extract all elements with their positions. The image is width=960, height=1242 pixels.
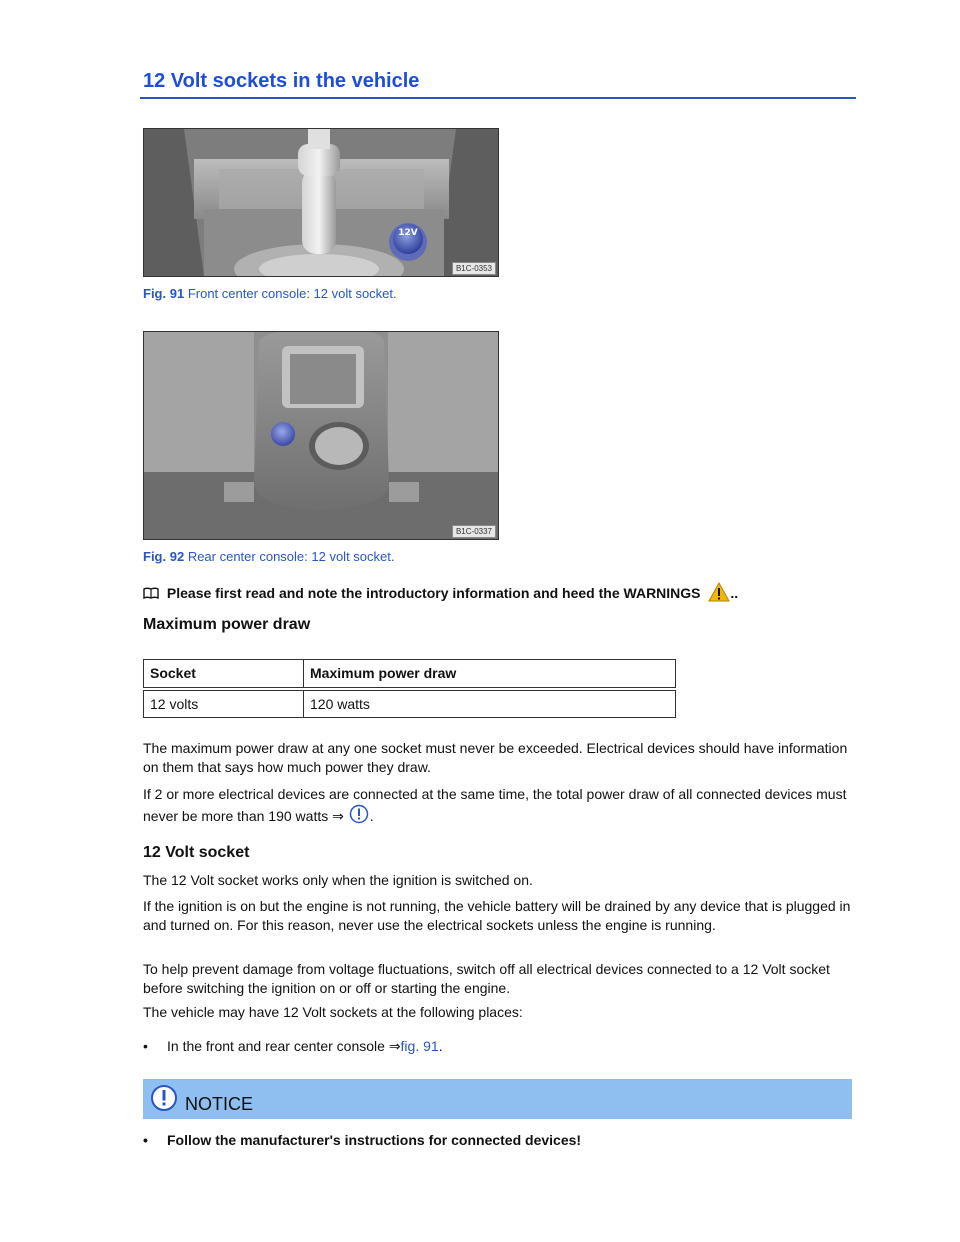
figure-label: Fig. 91	[143, 286, 185, 301]
table-header-row	[144, 660, 676, 689]
paragraph: The 12 Volt socket works only when the ignition is switched on.	[143, 872, 533, 888]
page-title: 12 Volt sockets in the vehicle	[143, 70, 420, 92]
bullet-dot: •	[143, 1132, 148, 1148]
list-item-text: In the front and rear center console	[167, 1038, 385, 1054]
figure-label: Fig. 92	[143, 549, 185, 564]
paragraph: The vehicle may have 12 Volt sockets at the following places:	[143, 1004, 523, 1020]
notice-exclamation-icon[interactable]	[349, 804, 369, 824]
figure-rear-console	[143, 331, 499, 540]
notice-label: NOTICE	[185, 1094, 254, 1114]
paragraph-end: .	[369, 808, 374, 824]
section-heading-12v-socket: 12 Volt socket	[143, 844, 250, 861]
table-header-cell: Socket	[144, 660, 304, 689]
paragraph-text: If 2 or more electrical devices are connected at the same time, the total power draw of all connected devices must never be more than 190 watts	[143, 786, 847, 824]
bullet-dot: •	[143, 1038, 148, 1054]
cross-ref-arrow: ⇒	[332, 808, 344, 824]
list-item-text: Follow the manufacturer's instructions for connected devices!	[167, 1132, 582, 1148]
figure-caption-text: Rear center console: 12 volt socket.	[187, 549, 395, 564]
intro-suffix: ..	[730, 585, 739, 601]
list-item-end: .	[438, 1038, 443, 1054]
intro-note	[143, 582, 738, 602]
table-header-cell: Maximum power draw	[304, 660, 676, 689]
socket-12v-label: 12V	[398, 228, 418, 238]
notice-box	[143, 1079, 852, 1119]
figure-link[interactable]: fig. 91	[400, 1038, 439, 1054]
figure-caption	[143, 286, 397, 301]
open-book-icon	[143, 587, 159, 599]
cross-ref-arrow: ⇒	[388, 1038, 401, 1054]
intro-text: Please first read and note the introductory information and heed the WARNINGS	[166, 585, 701, 601]
table-cell: 12 volts	[144, 689, 304, 718]
table-cell: 120 watts	[304, 689, 676, 718]
figure-front-console	[143, 128, 499, 277]
front-console-illustration	[144, 129, 498, 276]
paragraph: To help prevent damage from voltage fluctuations, switch off all electrical devices connected to a 12 Volt socket before switching the ignition on or off or starting the engine.	[143, 961, 830, 996]
notice-exclamation-icon	[150, 1084, 178, 1112]
table-row	[144, 689, 676, 718]
power-table	[143, 659, 676, 718]
section-heading-max-power: Maximum power draw	[143, 616, 311, 633]
figure-caption	[143, 549, 394, 564]
figure-code: B1C-0337	[452, 525, 496, 538]
paragraph: If the ignition is on but the engine is not running, the vehicle battery will be drained by any device that is plugged in and turned on. For this reason, never use the electrical sockets unless the engine is running.	[143, 898, 851, 933]
rear-console-illustration	[144, 332, 498, 539]
warning-triangle-icon	[708, 582, 730, 602]
title-underline	[140, 97, 856, 99]
figure-caption-text: Front center console: 12 volt socket.	[187, 286, 397, 301]
paragraph: The maximum power draw at any one socket must never be exceeded. Electrical devices should have information on them that says how much power they draw.	[143, 740, 848, 775]
figure-code: B1C-0353	[452, 262, 496, 275]
paragraph	[143, 785, 855, 826]
